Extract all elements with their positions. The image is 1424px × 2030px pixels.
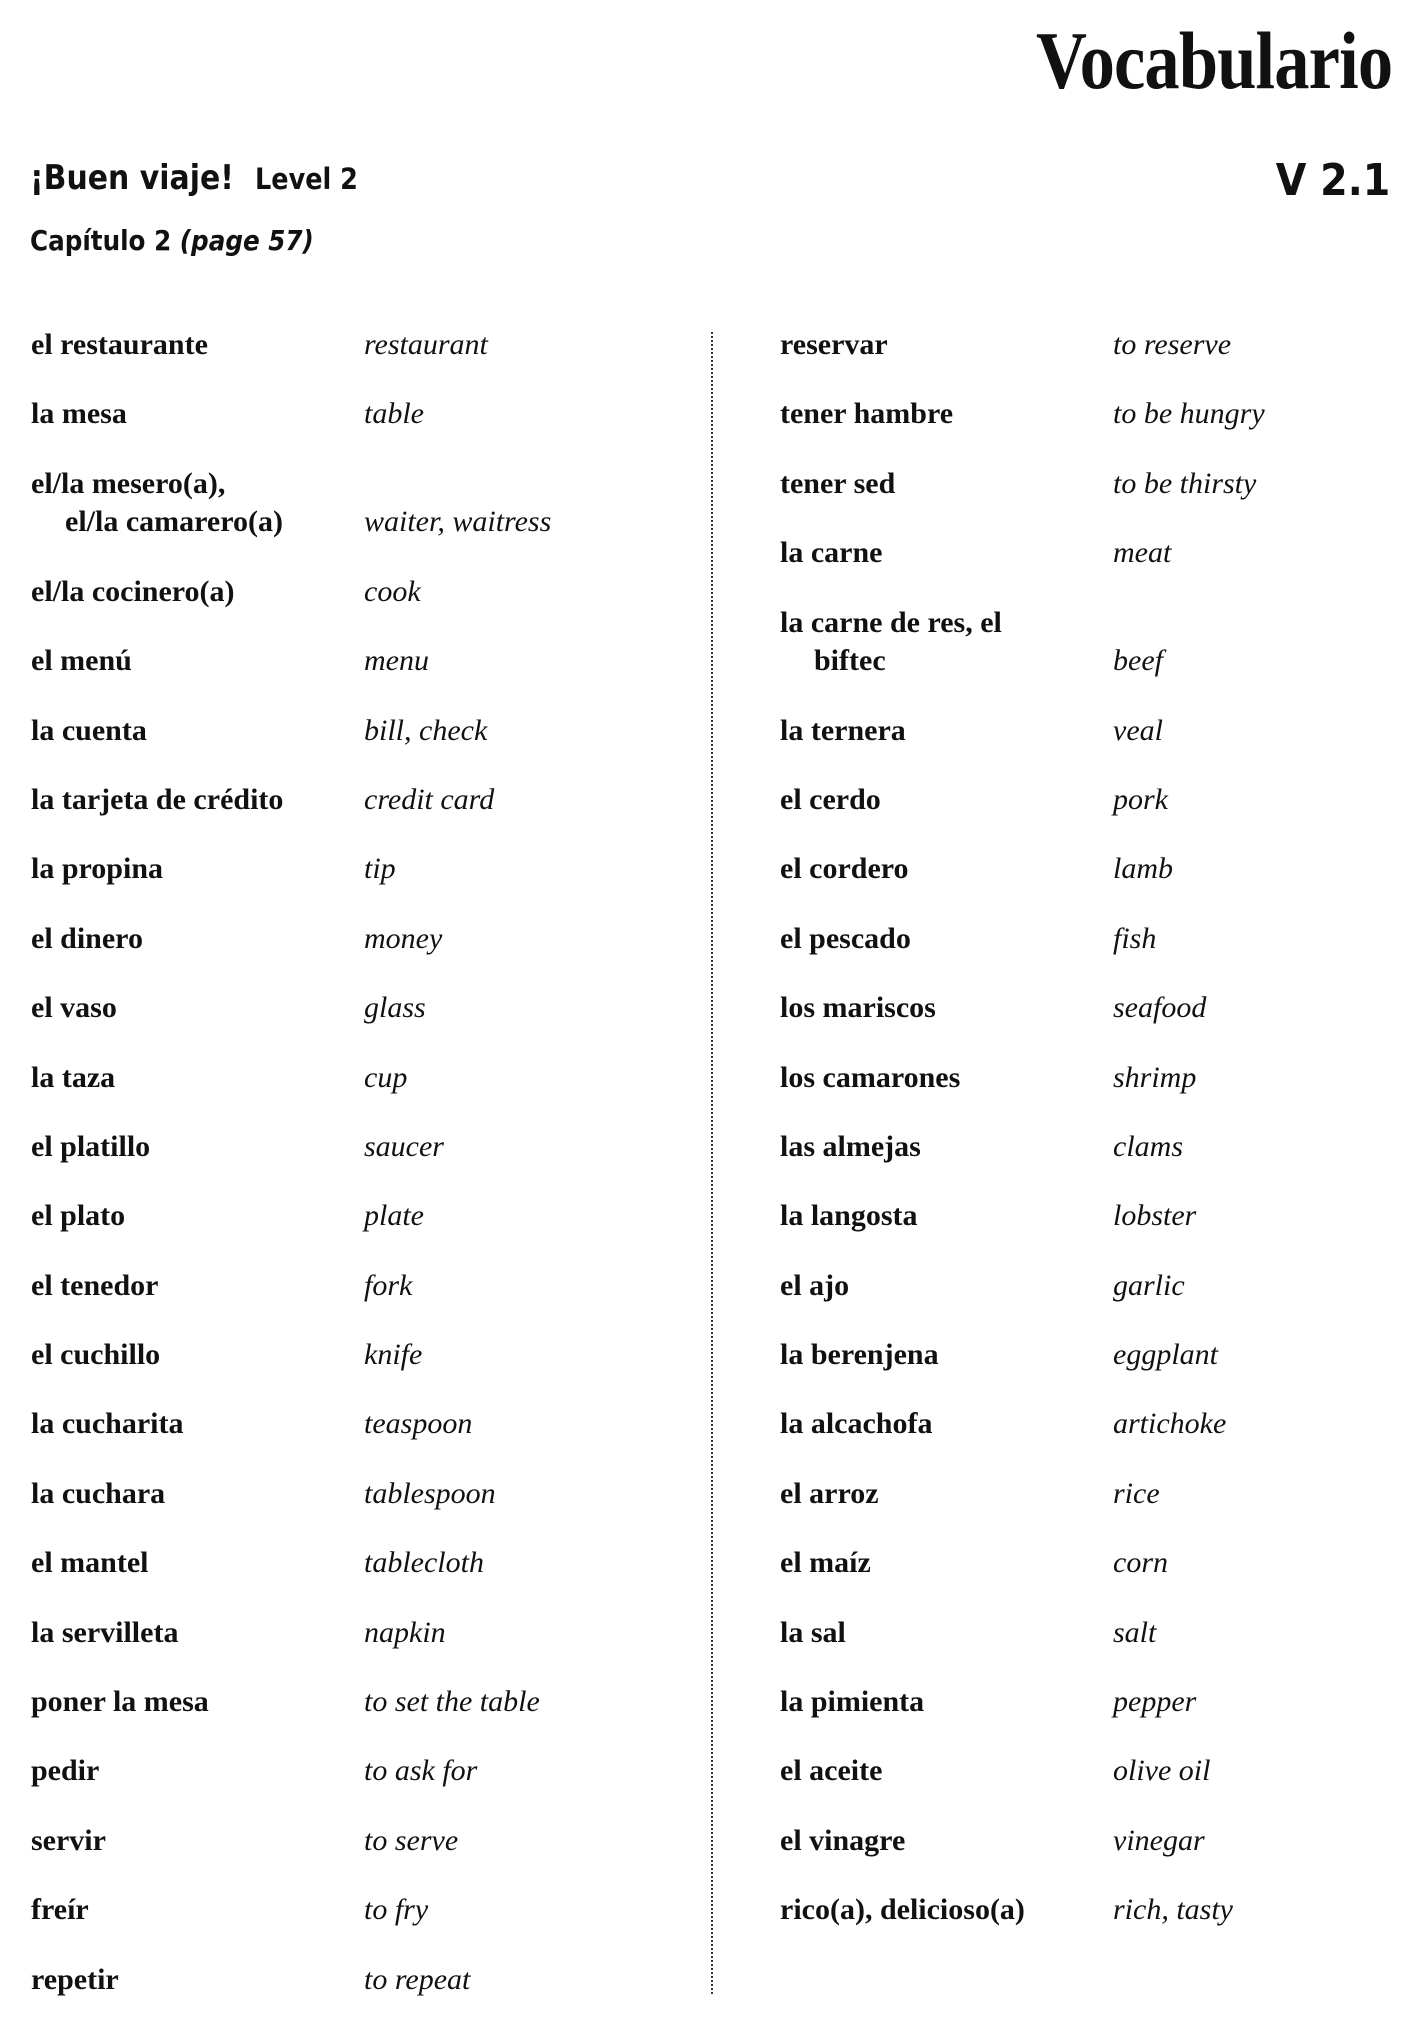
- spanish-term: [31, 781, 283, 820]
- english-translation: seafood: [1113, 991, 1207, 1025]
- vocab-list-left: [31, 326, 552, 2030]
- spanish-term-line: el/la camarero(a): [65, 505, 283, 539]
- spanish-term: [780, 920, 1025, 959]
- vocab-entry: [780, 395, 1265, 464]
- spanish-term-line: la pimienta: [780, 1685, 925, 1719]
- spanish-term: [31, 1128, 283, 1167]
- spanish-term: [31, 1544, 283, 1583]
- vocab-entry: [780, 989, 1207, 1058]
- vocab-entry: [780, 604, 1163, 712]
- english-translation: tablecloth: [364, 1546, 484, 1580]
- vocab-entry: [780, 534, 1172, 603]
- chapter-label: Capítulo 2: [30, 224, 172, 257]
- spanish-term-line: el/la cocinero(a): [31, 574, 235, 608]
- english-translation: to repeat: [364, 1962, 471, 1996]
- english-translation: artichoke: [1113, 1407, 1227, 1441]
- spanish-term: [31, 712, 283, 751]
- vocab-entry: [31, 1891, 429, 1960]
- english-translation: to be hungry: [1113, 397, 1265, 431]
- spanish-term: [31, 1891, 283, 1930]
- spanish-term: [780, 850, 1025, 889]
- column-divider: [711, 332, 713, 1994]
- vocab-list-right: [780, 326, 1265, 1961]
- english-translation: meat: [1113, 536, 1172, 570]
- spanish-term: [31, 1683, 283, 1722]
- spanish-term-line: la taza: [31, 1060, 116, 1094]
- vocab-entry: [780, 1128, 1183, 1197]
- english-translation: eggplant: [1113, 1338, 1218, 1372]
- english-translation: to reserve: [1113, 328, 1232, 361]
- vocab-entry: [780, 465, 1257, 534]
- spanish-term: [780, 781, 1025, 820]
- vocab-entry: [780, 1405, 1227, 1474]
- english-translation: pepper: [1113, 1685, 1197, 1719]
- vocab-entry: [31, 573, 421, 642]
- english-translation: vinegar: [1113, 1823, 1205, 1857]
- english-translation: veal: [1113, 713, 1163, 747]
- english-translation: money: [364, 921, 443, 955]
- english-translation: to set the table: [364, 1685, 540, 1719]
- chapter-heading: [30, 224, 314, 257]
- spanish-term-line: tener sed: [780, 466, 896, 500]
- english-translation: fish: [1113, 921, 1157, 955]
- spanish-term-line: el platillo: [31, 1129, 151, 1163]
- spanish-term-line: los camarones: [780, 1060, 961, 1094]
- english-translation: clams: [1113, 1129, 1183, 1163]
- spanish-term-line: el pescado: [780, 921, 911, 955]
- english-translation: rich, tasty: [1113, 1893, 1233, 1927]
- english-translation: rice: [1113, 1476, 1160, 1510]
- english-translation: to fry: [364, 1893, 429, 1927]
- spanish-term-line: el maíz: [780, 1546, 871, 1580]
- spanish-term: [780, 712, 1025, 751]
- english-translation: to serve: [364, 1823, 459, 1857]
- spanish-term-line: poner la mesa: [31, 1685, 209, 1719]
- spanish-term: [780, 1752, 1025, 1791]
- spanish-term: [780, 1267, 1025, 1306]
- vocab-entry: [780, 1544, 1168, 1613]
- spanish-term: [31, 395, 283, 434]
- english-translation: tablespoon: [364, 1476, 496, 1510]
- english-translation: beef: [1113, 644, 1163, 678]
- spanish-term-line: el/la mesero(a),: [31, 466, 226, 500]
- vocab-entry: [31, 1961, 471, 2030]
- vocab-entry: [780, 850, 1173, 919]
- spanish-term: [31, 1405, 283, 1444]
- spanish-term-line: la sal: [780, 1615, 846, 1649]
- spanish-term-line: servir: [31, 1823, 106, 1857]
- spanish-term: [31, 1267, 283, 1306]
- vocab-entry: [31, 1544, 484, 1613]
- vocab-entry: [31, 1822, 459, 1891]
- vocab-entry: [31, 1059, 408, 1128]
- vocab-entry: [31, 395, 424, 464]
- spanish-term-line: la carne: [780, 536, 883, 570]
- spanish-term-line: el aceite: [780, 1754, 883, 1788]
- vocab-entry: [31, 1614, 446, 1683]
- english-translation: corn: [1113, 1546, 1168, 1580]
- english-translation: to be thirsty: [1113, 466, 1257, 500]
- spanish-term: [31, 1197, 283, 1236]
- english-translation: saucer: [364, 1129, 444, 1163]
- vocab-entry: [31, 1267, 413, 1336]
- spanish-term: [780, 1128, 1025, 1167]
- english-translation: pork: [1113, 782, 1168, 816]
- vocab-entry: [31, 781, 495, 850]
- spanish-term-line: tener hambre: [780, 397, 954, 431]
- vocab-entry: [780, 1614, 1157, 1683]
- spanish-term-line: el vaso: [31, 991, 117, 1025]
- spanish-term: [780, 1891, 1025, 1930]
- vocab-entry: [31, 1683, 540, 1752]
- vocab-entry: [31, 850, 396, 919]
- spanish-term-line: biftec: [814, 644, 886, 678]
- english-translation: credit card: [364, 782, 495, 816]
- spanish-term-line: la servilleta: [31, 1615, 179, 1649]
- spanish-term-line: freír: [31, 1893, 89, 1927]
- spanish-term-line: la cuenta: [31, 713, 147, 747]
- english-translation: restaurant: [364, 328, 488, 361]
- vocab-entry: [31, 712, 488, 781]
- spanish-term-line: el ajo: [780, 1268, 850, 1302]
- spanish-term: [31, 1336, 283, 1375]
- spanish-term: [31, 1822, 283, 1861]
- english-translation: table: [364, 397, 424, 431]
- spanish-term: [31, 573, 283, 612]
- spanish-term: [780, 1683, 1025, 1722]
- spanish-term-line: el cerdo: [780, 782, 881, 816]
- spanish-term-line: el mantel: [31, 1546, 149, 1580]
- english-translation: cup: [364, 1060, 408, 1094]
- spanish-term-line: el menú: [31, 644, 132, 678]
- vocab-entry: [780, 1891, 1233, 1960]
- page-title: Vocabulario: [1035, 15, 1392, 106]
- spanish-term-line: la mesa: [31, 397, 127, 431]
- vocab-entry: [31, 1475, 496, 1544]
- spanish-term: [780, 534, 1025, 573]
- spanish-term: [31, 1961, 283, 2000]
- spanish-term-line: el cordero: [780, 852, 909, 886]
- spanish-term: [780, 604, 1025, 681]
- vocab-entry: [780, 1336, 1218, 1405]
- spanish-term: [780, 989, 1025, 1028]
- spanish-term-line: la cucharita: [31, 1407, 184, 1441]
- spanish-term-line: la propina: [31, 852, 163, 886]
- spanish-term-line: la tarjeta de crédito: [31, 782, 284, 816]
- vocab-entry: [31, 1336, 423, 1405]
- spanish-term-line: el arroz: [780, 1476, 879, 1510]
- vocab-entry: [780, 920, 1157, 989]
- english-translation: fork: [364, 1268, 413, 1302]
- spanish-term: [31, 850, 283, 889]
- english-translation: teaspoon: [364, 1407, 473, 1441]
- spanish-term: [780, 1405, 1025, 1444]
- english-translation: olive oil: [1113, 1754, 1211, 1788]
- vocab-entry: [780, 781, 1168, 850]
- spanish-term-line: la berenjena: [780, 1338, 939, 1372]
- english-translation: knife: [364, 1338, 423, 1372]
- english-translation: shrimp: [1113, 1060, 1197, 1094]
- english-translation: glass: [364, 991, 426, 1025]
- spanish-term-line: el dinero: [31, 921, 143, 955]
- spanish-term-line: la ternera: [780, 713, 906, 747]
- vocab-entry: [31, 326, 488, 395]
- spanish-term-line: el plato: [31, 1199, 126, 1233]
- english-translation: lamb: [1113, 852, 1173, 886]
- page-reference: (page 57): [179, 224, 314, 257]
- vocab-entry: [780, 1197, 1197, 1266]
- vocab-entry: [31, 920, 443, 989]
- english-translation: lobster: [1113, 1199, 1197, 1233]
- english-translation: napkin: [364, 1615, 446, 1649]
- vocab-entry: [780, 326, 1232, 395]
- spanish-term-line: el tenedor: [31, 1268, 159, 1302]
- spanish-term: [780, 1544, 1025, 1583]
- spanish-term: [780, 1336, 1025, 1375]
- spanish-term-line: la carne de res, el: [780, 605, 1002, 639]
- spanish-term-line: los mariscos: [780, 991, 936, 1025]
- spanish-term: [31, 1475, 283, 1514]
- spanish-term: [31, 1059, 283, 1098]
- spanish-term-line: el cuchillo: [31, 1338, 161, 1372]
- spanish-term-line: repetir: [31, 1962, 119, 1996]
- spanish-term-line: el vinagre: [780, 1823, 906, 1857]
- spanish-term: [780, 1475, 1025, 1514]
- spanish-term-line: las almejas: [780, 1129, 921, 1163]
- spanish-term: [780, 465, 1025, 504]
- spanish-term: [31, 1752, 283, 1791]
- spanish-term-line: el restaurante: [31, 328, 208, 361]
- book-title: [30, 158, 358, 198]
- spanish-term-line: pedir: [31, 1754, 100, 1788]
- spanish-term: [780, 1614, 1025, 1653]
- spanish-term-line: rico(a), delicioso(a): [780, 1893, 1025, 1927]
- spanish-term: [780, 395, 1025, 434]
- spanish-term: [31, 989, 283, 1028]
- spanish-term: [780, 1197, 1025, 1236]
- spanish-term: [31, 920, 283, 959]
- english-translation: to ask for: [364, 1754, 478, 1788]
- english-translation: tip: [364, 852, 396, 886]
- vocab-entry: [780, 712, 1163, 781]
- spanish-term: [31, 1614, 283, 1653]
- vocab-entry: [31, 1197, 424, 1266]
- english-translation: menu: [364, 644, 429, 678]
- vocab-entry: [31, 1128, 444, 1197]
- vocab-entry: [780, 1822, 1205, 1891]
- vocab-entry: [31, 989, 426, 1058]
- vocab-entry: [780, 1059, 1197, 1128]
- english-translation: garlic: [1113, 1268, 1185, 1302]
- english-translation: salt: [1113, 1615, 1157, 1649]
- book-name: ¡Buen viaje!: [30, 158, 234, 198]
- sheet-code: V 2.1: [1275, 155, 1390, 206]
- spanish-term-line: la langosta: [780, 1199, 918, 1233]
- english-translation: plate: [364, 1199, 424, 1233]
- spanish-term: [31, 642, 283, 681]
- english-translation: bill, check: [364, 713, 488, 747]
- level-label: Level 2: [255, 162, 358, 196]
- spanish-term: [31, 326, 283, 365]
- spanish-term: [780, 326, 1025, 365]
- spanish-term: [780, 1822, 1025, 1861]
- vocab-entry: [780, 1267, 1185, 1336]
- english-translation: waiter, waitress: [364, 505, 552, 539]
- vocab-entry: [780, 1683, 1197, 1752]
- spanish-term-line: reservar: [780, 328, 888, 361]
- spanish-term: [31, 465, 283, 542]
- vocab-entry: [31, 642, 429, 711]
- vocab-entry: [31, 465, 552, 573]
- vocab-entry: [31, 1752, 478, 1821]
- spanish-term-line: la cuchara: [31, 1476, 166, 1510]
- vocab-entry: [31, 1405, 473, 1474]
- vocab-entry: [780, 1752, 1211, 1821]
- spanish-term: [780, 1059, 1025, 1098]
- vocab-entry: [780, 1475, 1160, 1544]
- english-translation: cook: [364, 574, 421, 608]
- spanish-term-line: la alcachofa: [780, 1407, 933, 1441]
